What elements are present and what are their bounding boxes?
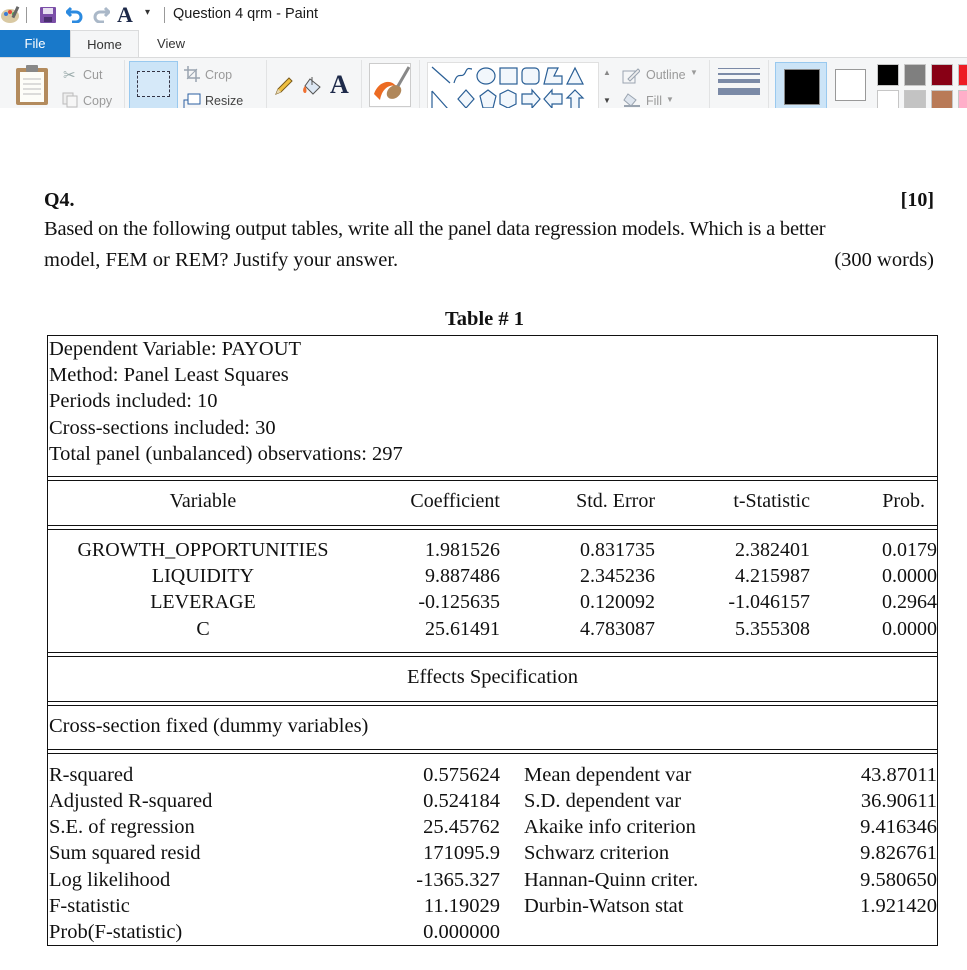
- shapes-gallery[interactable]: [427, 62, 599, 108]
- palette-color-white[interactable]: [877, 90, 899, 108]
- stat-value: -1365.327: [416, 869, 500, 891]
- stat-label: Hannan-Quinn criter.: [524, 869, 699, 891]
- stat-value: 11.19029: [423, 895, 500, 917]
- prob-value: 0.2964: [882, 591, 937, 613]
- palette-color-brown[interactable]: [931, 90, 953, 108]
- stat-label: Sum squared resid: [49, 842, 201, 864]
- divider: [768, 60, 769, 108]
- question-text-line2: model, FEM or REM? Justify your answer.: [44, 249, 399, 271]
- window-title: Question 4 qrm - Paint: [173, 6, 319, 22]
- stat-value: 25.45762: [423, 816, 500, 838]
- tab-home[interactable]: Home: [70, 30, 139, 57]
- coefficient-value: 1.981526: [425, 539, 500, 561]
- question-text-line1: Based on the following output tables, write all the panel data regression models. Which is a better: [44, 218, 826, 240]
- palette-color-gray[interactable]: [904, 64, 926, 86]
- column-header-t-statistic: t-Statistic: [733, 490, 810, 512]
- copy-icon[interactable]: [62, 92, 78, 108]
- clipboard-icon[interactable]: [14, 64, 50, 108]
- word-limit: (300 words): [834, 249, 934, 271]
- select-button[interactable]: [129, 61, 178, 108]
- effects-specification-text: Cross-section fixed (dummy variables): [49, 715, 369, 737]
- resize-button[interactable]: Resize: [205, 94, 244, 108]
- tab-view[interactable]: View: [157, 36, 185, 51]
- save-icon[interactable]: [40, 7, 56, 26]
- column-header-variable: Variable: [169, 490, 237, 512]
- stat-value: 36.90611: [860, 790, 937, 812]
- prob-value: 0.0000: [882, 565, 937, 587]
- double-rule: [48, 476, 937, 481]
- t-statistic-value: 5.355308: [735, 618, 810, 640]
- divider: [124, 60, 125, 108]
- meta-method: Method: Panel Least Squares: [49, 364, 289, 386]
- outline-button[interactable]: Outline: [646, 68, 686, 82]
- tab-file[interactable]: File: [0, 30, 70, 57]
- cut-button[interactable]: Cut: [83, 68, 103, 82]
- shapes-scrollbar[interactable]: [600, 62, 614, 108]
- fill-icon[interactable]: [622, 92, 642, 108]
- stat-label: Durbin-Watson stat: [524, 895, 684, 917]
- stat-value: 9.826761: [860, 842, 937, 864]
- divider: [26, 7, 27, 23]
- pencil-icon[interactable]: [274, 76, 294, 101]
- variable-name: GROWTH_OPPORTUNITIES: [77, 539, 329, 561]
- std-error-value: 0.831735: [580, 539, 655, 561]
- stat-value: 9.416346: [860, 816, 937, 838]
- column-header-coefficient: Coefficient: [410, 490, 500, 512]
- redo-icon[interactable]: [92, 5, 110, 26]
- ribbon-tabs: [0, 30, 967, 57]
- stat-label: Mean dependent var: [524, 764, 692, 786]
- meta-cross-sections: Cross-sections included: 30: [49, 417, 276, 439]
- stat-label: S.D. dependent var: [524, 790, 682, 812]
- stat-label: Schwarz criterion: [524, 842, 670, 864]
- divider: [709, 60, 710, 108]
- meta-observations: Total panel (unbalanced) observations: 297: [49, 443, 403, 465]
- palette-color-red[interactable]: [958, 64, 967, 86]
- std-error-value: 0.120092: [580, 591, 655, 613]
- double-rule: [48, 652, 937, 657]
- table-title: Table # 1: [445, 308, 524, 330]
- color2-button[interactable]: [835, 69, 866, 101]
- divider: [361, 60, 362, 108]
- double-rule: [48, 525, 937, 530]
- text-icon[interactable]: A: [330, 70, 349, 99]
- stat-value: 43.87011: [860, 764, 937, 786]
- stat-label: Prob(F-statistic): [49, 921, 183, 943]
- column-header-std-error: Std. Error: [576, 490, 655, 512]
- crop-button[interactable]: Crop: [205, 68, 233, 82]
- prob-value: 0.0000: [882, 618, 937, 640]
- palette-color-pink[interactable]: [958, 90, 967, 108]
- title-bar: [0, 0, 967, 30]
- question-label: Q4.: [44, 189, 75, 211]
- column-header-prob: Prob.: [882, 490, 925, 512]
- stat-label: Akaike info criterion: [524, 816, 696, 838]
- t-statistic-value: 4.215987: [735, 565, 810, 587]
- meta-dependent-variable: Dependent Variable: PAYOUT: [49, 338, 302, 360]
- chevron-down-icon: ▼: [666, 95, 674, 104]
- coefficient-value: 9.887486: [425, 565, 500, 587]
- std-error-value: 4.783087: [580, 618, 655, 640]
- coefficient-value: 25.61491: [425, 618, 500, 640]
- palette-color-black[interactable]: [877, 64, 899, 86]
- palette-color-light-gray[interactable]: [904, 90, 926, 108]
- ribbon: [0, 57, 967, 108]
- stat-label: Adjusted R-squared: [49, 790, 213, 812]
- color1-swatch: [784, 69, 820, 105]
- scroll-up-icon[interactable]: ▲: [603, 68, 611, 77]
- paint-app-icon[interactable]: [0, 5, 20, 28]
- size-button[interactable]: [718, 68, 760, 99]
- variable-name: LIQUIDITY: [151, 565, 255, 587]
- stat-value: 1.921420: [860, 895, 937, 917]
- stat-label: S.E. of regression: [49, 816, 195, 838]
- scroll-down-icon[interactable]: ▼: [603, 96, 611, 105]
- regression-output-table: [47, 335, 938, 946]
- color1-button[interactable]: [775, 62, 827, 108]
- chevron-down-icon: ▼: [690, 68, 698, 77]
- fill-bucket-icon[interactable]: [302, 75, 324, 102]
- resize-icon[interactable]: [183, 93, 201, 108]
- t-statistic-value: -1.046157: [728, 591, 810, 613]
- stat-value: 171095.9: [423, 842, 500, 864]
- divider: [266, 60, 267, 108]
- palette-color-dark-red[interactable]: [931, 64, 953, 86]
- divider: [164, 7, 165, 23]
- variable-name: LEVERAGE: [150, 591, 256, 613]
- stat-label: Log likelihood: [49, 869, 171, 891]
- meta-periods: Periods included: 10: [49, 390, 218, 412]
- customize-dropdown-icon[interactable]: ▾: [145, 7, 151, 18]
- effects-specification-heading: Effects Specification: [407, 666, 578, 688]
- stat-value: 0.575624: [423, 764, 500, 786]
- paint-canvas[interactable]: [0, 108, 967, 970]
- text-format-icon[interactable]: A: [117, 2, 133, 27]
- coefficient-value: -0.125635: [418, 591, 500, 613]
- fill-button[interactable]: Fill: [646, 94, 662, 108]
- stat-label: R-squared: [49, 764, 134, 786]
- stat-label: F-statistic: [49, 895, 130, 917]
- select-icon: [137, 71, 170, 97]
- t-statistic-value: 2.382401: [735, 539, 810, 561]
- crop-icon[interactable]: [184, 66, 200, 87]
- stat-value: 9.580650: [860, 869, 937, 891]
- scissors-icon[interactable]: ✂: [63, 67, 76, 84]
- outline-icon[interactable]: [622, 67, 640, 90]
- double-rule: [48, 701, 937, 706]
- prob-value: 0.0179: [882, 539, 937, 561]
- brush-icon[interactable]: [369, 63, 411, 107]
- std-error-value: 2.345236: [580, 565, 655, 587]
- stat-value: 0.524184: [423, 790, 500, 812]
- question-marks: [10]: [900, 189, 934, 211]
- double-rule: [48, 749, 937, 754]
- copy-button[interactable]: Copy: [83, 94, 113, 108]
- variable-name: C: [196, 618, 210, 640]
- stat-value: 0.000000: [423, 921, 500, 943]
- undo-icon[interactable]: [66, 5, 84, 26]
- divider: [419, 60, 420, 108]
